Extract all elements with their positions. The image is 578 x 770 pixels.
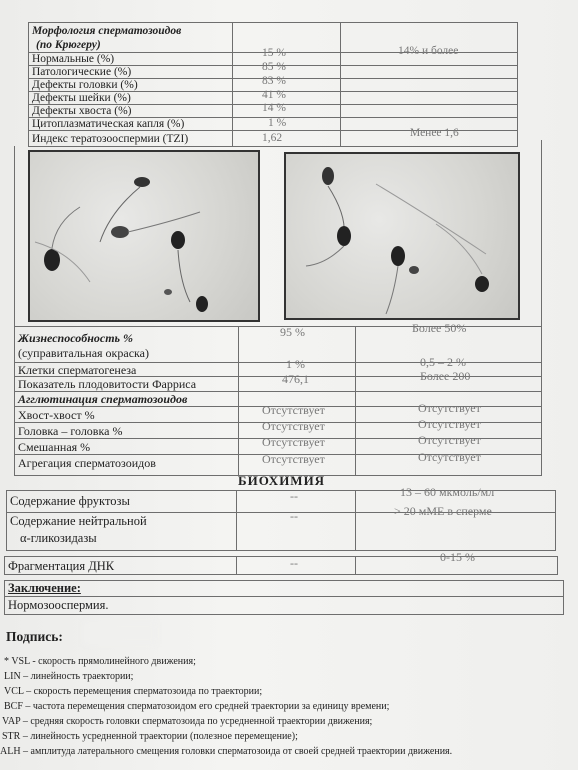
agg-label: Хвост-хвост %	[18, 408, 95, 422]
table-border	[4, 556, 5, 574]
footnote: * VSL - скорость прямолинейного движения;	[4, 656, 196, 667]
morph-label: Дефекты хвоста (%)	[32, 105, 132, 117]
morph-label: Индекс тератозооспермии (TZI)	[32, 133, 189, 145]
morph-value: 85 %	[262, 61, 286, 73]
morph-value: 41 %	[262, 89, 286, 101]
table-border	[4, 614, 564, 615]
table-border	[517, 22, 518, 146]
biochem-label: Содержание фруктозы	[10, 494, 130, 508]
agglutination-title: Агглютинация сперматозоидов	[18, 392, 188, 406]
agg-value: Отсутствует	[262, 435, 325, 449]
table-border	[563, 580, 564, 614]
row-value: 1 %	[286, 357, 305, 371]
dna-norm: 0-15 %	[440, 550, 475, 564]
table-border	[28, 22, 29, 146]
table-border	[541, 140, 542, 326]
biochem-title: БИОХИМИЯ	[238, 473, 326, 488]
table-border	[236, 556, 237, 574]
table-border	[6, 490, 7, 550]
morph-label: Патологические (%)	[32, 66, 132, 78]
morphology-title: Морфология сперматозоидов	[32, 25, 182, 37]
footnote: STR – линейность усредненной траектории (полезное перемещение);	[2, 731, 298, 742]
row-norm: Более 200	[420, 369, 471, 383]
viability-subtitle: (суправитальная окраска)	[18, 346, 150, 360]
table-border	[28, 22, 518, 23]
row-norm: 0,5 – 2 %	[420, 355, 466, 369]
biochem-value: --	[290, 509, 298, 523]
table-border	[236, 490, 237, 550]
agg-norm: Отсутствует	[418, 401, 481, 415]
morph-norm: 14% и более	[398, 45, 459, 57]
morph-value: 14 %	[262, 102, 286, 114]
agg-norm: Отсутствует	[418, 450, 481, 464]
morph-value: 83 %	[262, 75, 286, 87]
table-border	[355, 490, 356, 550]
biochem-norm: > 20 мМЕ в сперме	[394, 504, 492, 518]
agg-norm: Отсутствует	[418, 433, 481, 447]
viability-value: 95 %	[280, 325, 305, 339]
table-border	[14, 146, 15, 326]
table-border	[355, 556, 356, 574]
morphology-subtitle: (по Крюгеру)	[36, 39, 101, 51]
row-value: 476,1	[282, 372, 309, 386]
morph-value: 15 %	[262, 47, 286, 59]
redacted-signature	[84, 622, 156, 644]
conclusion-text: Нормозооспермия.	[8, 598, 109, 612]
morph-label: Цитоплазматическая капля (%)	[32, 118, 185, 130]
agg-value: Отсутствует	[262, 403, 325, 417]
viability-title: Жизнеспособность %	[18, 331, 134, 345]
dna-value: --	[290, 556, 298, 570]
footnote: ALH – амплитуда латерального смещения головки сперматозоида от своей средней траектории движения.	[0, 746, 453, 757]
morph-value: 1 %	[268, 117, 287, 129]
signature-label: Подпись:	[6, 629, 63, 644]
footnote: BCF – частота перемещения сперматозоидом его средней траектории за единицу времени;	[4, 701, 390, 712]
agg-norm: Отсутствует	[418, 417, 481, 431]
dna-label: Фрагментация ДНК	[8, 559, 115, 573]
footnote: LIN – линейность траектории;	[4, 671, 134, 682]
row-divider	[4, 596, 564, 597]
table-border	[4, 580, 564, 581]
table-border	[555, 490, 556, 550]
conclusion-title: Заключение:	[8, 581, 81, 595]
agg-value: Отсутствует	[262, 452, 325, 466]
sperm-micrograph-left	[28, 150, 260, 322]
footnote: VAP – средняя скорость головки сперматозоида по усредненной траектории движения;	[2, 716, 373, 727]
viability-norm: Более 50%	[412, 321, 467, 335]
table-border	[28, 146, 518, 147]
table-border	[557, 556, 558, 574]
morph-label: Дефекты шейки (%)	[32, 92, 131, 104]
morph-value: 1,62	[262, 132, 283, 144]
table-border	[4, 580, 5, 614]
table-border	[340, 22, 341, 146]
biochem-label: α-гликозидазы	[20, 531, 97, 545]
micrograph-drawing	[286, 154, 518, 318]
sperm-micrograph-right	[284, 152, 520, 320]
morph-norm: Менее 1,6	[410, 127, 459, 139]
row-label: Показатель плодовитости Фарриса	[18, 377, 197, 391]
table-border	[4, 574, 558, 575]
morph-label: Нормальные (%)	[32, 53, 115, 65]
micrograph-drawing	[30, 152, 258, 320]
biochem-label: Содержание нейтральной	[10, 514, 147, 528]
agg-value: Отсутствует	[262, 419, 325, 433]
morph-label: Дефекты головки (%)	[32, 79, 138, 91]
biochem-norm: 13 – 60 мкмоль/мл	[400, 485, 495, 499]
row-label: Клетки сперматогенеза	[18, 363, 137, 377]
biochem-value: --	[290, 489, 298, 503]
agg-label: Агрегация сперматозоидов	[18, 456, 156, 470]
agg-label: Смешанная %	[18, 440, 91, 454]
footnote: VCL – скорость перемещения сперматозоида по траектории;	[4, 686, 263, 697]
table-border	[232, 22, 233, 146]
agg-label: Головка – головка %	[18, 424, 123, 438]
